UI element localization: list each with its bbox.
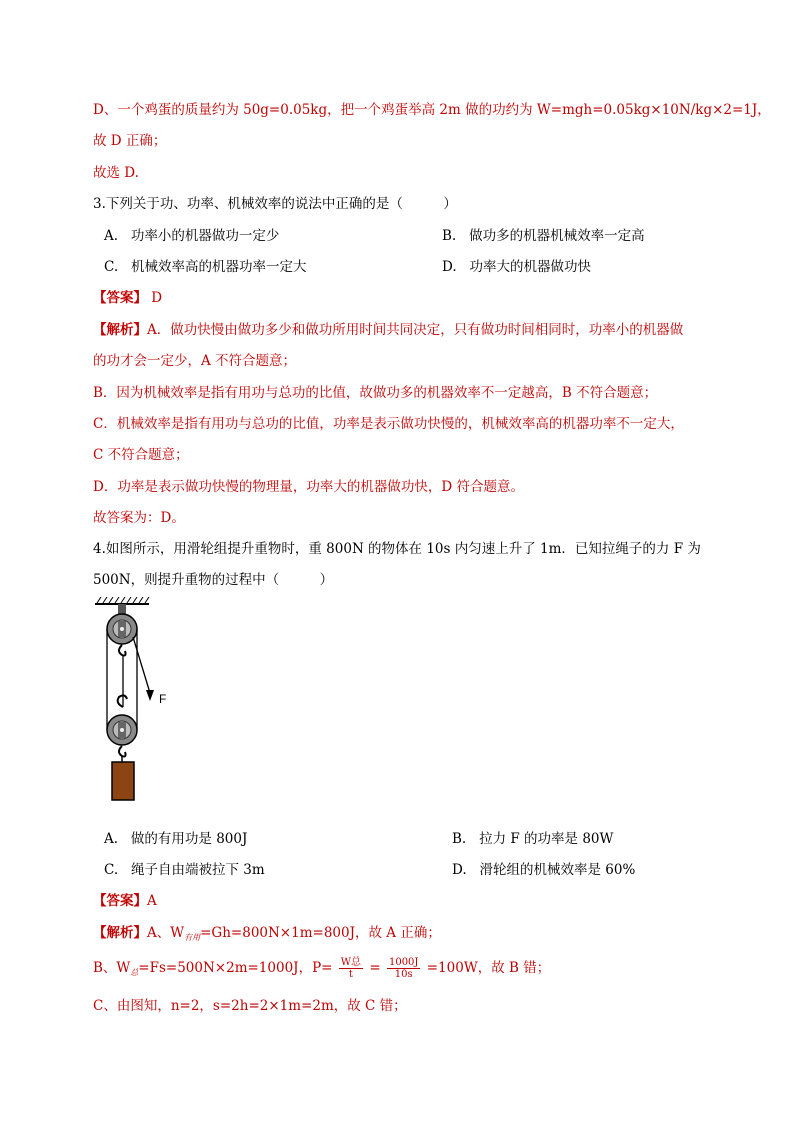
q3-option-d [442, 257, 591, 277]
q4-option-a-key: A. [104, 831, 119, 847]
q3-option-d-key: D. [442, 259, 457, 275]
q3-analysis-label: 【解析】 [93, 322, 147, 338]
q4-option-a-text: 做的有用功是 800J [130, 831, 248, 847]
q3-answer-label: 【答案】 [93, 290, 147, 306]
q3-option-d-text: 功率大的机器做功快 [469, 259, 592, 275]
frac1-num: W总 [340, 957, 362, 968]
pulley-system-figure [93, 597, 183, 822]
fraction-w-over-t [339, 957, 363, 980]
force-label: F [159, 692, 167, 706]
q4-analysis-b [93, 957, 550, 980]
q3-analysis-1 [93, 320, 683, 340]
q3-option-b-key: B. [442, 228, 457, 244]
q3-option-a [104, 226, 279, 246]
fixed-pulley [107, 604, 137, 656]
q4-option-c-key: C. [104, 862, 119, 878]
q3-option-c [104, 257, 307, 277]
q3-option-a-text: 功率小的机器做功一定少 [130, 228, 280, 244]
q4-analysis-c: C、由图知，n=2，s=2h=2×1m=2m，故 C 错； [93, 998, 407, 1014]
q4-a-post: =Gh=800N×1m=800J，故 A 正确； [200, 925, 441, 941]
q4-a-sub: 有用 [184, 933, 201, 942]
q4-option-b-text: 拉力 F 的功率是 80W [479, 831, 614, 847]
q3-analysis-5: C 不符合题意； [93, 447, 189, 463]
q4-analysis-a [93, 923, 441, 945]
q3-option-a-key: A. [104, 228, 119, 244]
frac2-den: 10s [394, 969, 413, 980]
force-arrow-icon [146, 690, 154, 701]
q3-stem: 3.下列关于功、功率、机械效率的说法中正确的是（ ） [93, 196, 457, 212]
frac2-num: 1000J [388, 957, 419, 968]
heavy-object [112, 762, 134, 800]
q3-analysis-text-1: A．做功快慢由做功多少和做功所用时间共同决定，只有做功时间相同时，功率小的机器做 [147, 322, 684, 338]
q4-answer [93, 891, 157, 911]
q4-b-sub: 总 [130, 968, 139, 977]
prev-line-2: 故 D 正确； [93, 133, 167, 149]
q4-option-c [104, 860, 265, 880]
q3-analysis-4: C．机械效率是指有用功与总功的比值，功率是表示做功快慢的，机械效率高的机器功率不一定大， [93, 416, 684, 432]
q4-b-mid: =Fs=500N×2m=1000J，P= [138, 960, 333, 976]
fraction-1000-over-10 [387, 957, 420, 980]
q3-analysis-3: B．因为机械效率是指有用功与总功的比值，故做功多的机器效率不一定越高，B 不符合题意； [93, 385, 658, 401]
q4-answer-value: A [147, 893, 157, 909]
q4-answer-label: 【答案】 [93, 893, 147, 909]
q3-option-b [442, 226, 645, 246]
rope-lines [107, 629, 150, 730]
q4-option-a [104, 829, 247, 849]
q3-answer-value: D [151, 290, 163, 306]
q4-option-b-key: B. [452, 831, 467, 847]
q4-b-pre: B、W [93, 960, 131, 976]
q4-option-d [452, 860, 635, 880]
q4-b-eq: = [369, 960, 381, 976]
q4-stem-2: 500N，则提升重物的过程中（ ） [93, 572, 334, 588]
q4-option-d-text: 滑轮组的机械效率是 60% [479, 862, 636, 878]
q4-stem-1: 4.如图所示，用滑轮组提升重物时，重 800N 的物体在 10s 内匀速上升了 1m．已知拉绳子的力 F 为 [93, 541, 701, 557]
q4-option-c-text: 绳子自由端被拉下 3m [131, 862, 265, 878]
q3-option-c-text: 机械效率高的机器功率一定大 [131, 259, 307, 275]
q4-b-post: =100W，故 B 错； [426, 960, 551, 976]
q3-option-c-key: C. [104, 259, 119, 275]
q3-option-b-text: 做功多的机器机械效率一定高 [469, 228, 645, 244]
q3-analysis-7: 故答案为：D。 [93, 510, 185, 526]
ceiling-hatch [95, 597, 149, 604]
movable-pulley [107, 695, 137, 762]
q4-option-b [452, 829, 613, 849]
prev-line-1: D、一个鸡蛋的质量约为 50g=0.05kg，把一个鸡蛋举高 2m 做的功约为 W=mgh=0.05kg×10N/kg×2=1J， [93, 102, 771, 118]
q4-option-d-key: D. [452, 862, 467, 878]
q4-a-pre: A、W [147, 925, 185, 941]
q3-answer [93, 288, 162, 308]
q3-analysis-2: 的功才会一定少，A 不符合题意； [93, 353, 297, 369]
prev-choose: 故选 D. [93, 165, 139, 181]
q3-analysis-6: D．功率是表示做功快慢的物理量，功率大的机器做功快，D 符合题意。 [93, 479, 524, 495]
q4-analysis-label: 【解析】 [93, 925, 147, 941]
frac1-den: t [348, 969, 353, 980]
